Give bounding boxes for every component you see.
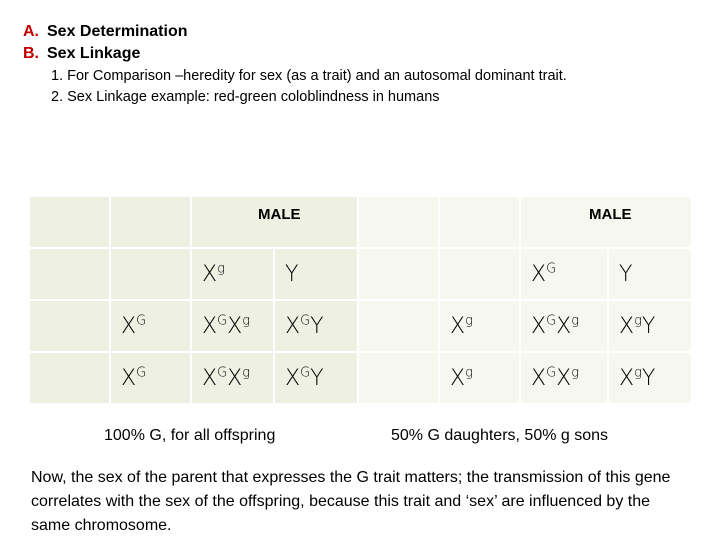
corner-cell [359,197,438,247]
male-allele-cell [192,249,273,299]
female-allele-cell [440,353,519,403]
female-label-cell [359,249,438,299]
female-allele-cell [111,301,190,351]
genotype: $X^gY$ [619,365,656,391]
subpoint-2: 2. Sex Linkage example: red-green coloblindness in humans [51,89,440,105]
offspring-row [359,353,693,405]
offspring-cell [275,301,357,351]
offspring-row [30,353,359,405]
allele: $X^G$ [121,365,147,391]
female-label-area [30,301,109,351]
male-allele-row [30,249,359,301]
allele: $X^G$ [531,261,557,287]
corner-cell [30,197,109,247]
male-allele-row [359,249,693,301]
offspring-cell [275,353,357,403]
heading-b-letter: B. [23,45,39,62]
heading-a-letter: A. [23,23,39,40]
offspring-cell [192,301,273,351]
genotype: $X^GX^g$ [202,365,251,391]
offspring-cell [521,353,607,403]
corner-cell [111,197,190,247]
heading-b-text: Sex Linkage [47,45,141,62]
male-header-cell [192,197,357,247]
offspring-cell [609,353,691,403]
female-allele-cell [111,353,190,403]
allele: $X^g$ [450,365,473,391]
offspring-cell [192,353,273,403]
male-header-row [30,197,359,249]
heading-a-text: Sex Determination [47,23,188,40]
empty-cell [359,353,438,403]
male-allele-cell [275,249,357,299]
allele: $X^g$ [202,261,225,287]
heading-b [23,45,140,63]
offspring-row [359,301,693,353]
corner-cell [440,197,519,247]
genotype: $X^GY$ [285,365,324,391]
female-label-area [359,301,438,351]
genotype: $X^gY$ [619,313,656,339]
heading-a [23,23,187,41]
punnett-square-right [359,197,693,405]
caption-left: 100% G, for all offspring [104,427,276,444]
explanation-paragraph: Now, the sex of the parent that expresses the G trait matters; the transmission of this gene correlates with the sex of the offspring, because this trait and ‘sex’ are influenced by the same chromosome. [31,469,671,534]
male-label: MALE [589,206,632,223]
male-label: MALE [258,206,301,223]
subpoint-1: 1. For Comparison –heredity for sex (as a trait) and an autosomal dominant trait. [51,68,567,84]
allele: $X^G$ [121,313,147,339]
female-allele-cell [440,301,519,351]
genotype: $X^GX^g$ [531,313,580,339]
male-allele-cell [609,249,691,299]
allele: $X^g$ [450,313,473,339]
empty-cell [440,249,519,299]
genotype: $X^GX^g$ [202,313,251,339]
offspring-cell [521,301,607,351]
male-allele-cell [521,249,607,299]
offspring-row [30,301,359,353]
allele: Y [619,261,633,287]
offspring-cell [609,301,691,351]
empty-cell [30,353,109,403]
genotype: $X^GX^g$ [531,365,580,391]
genotype: $X^GY$ [285,313,324,339]
caption-right: 50% G daughters, 50% g sons [391,427,609,444]
male-header-row [359,197,693,249]
punnett-square-left [30,197,359,405]
female-label-cell [30,249,109,299]
empty-cell [111,249,190,299]
allele: Y [285,261,299,287]
male-header-cell [521,197,691,247]
